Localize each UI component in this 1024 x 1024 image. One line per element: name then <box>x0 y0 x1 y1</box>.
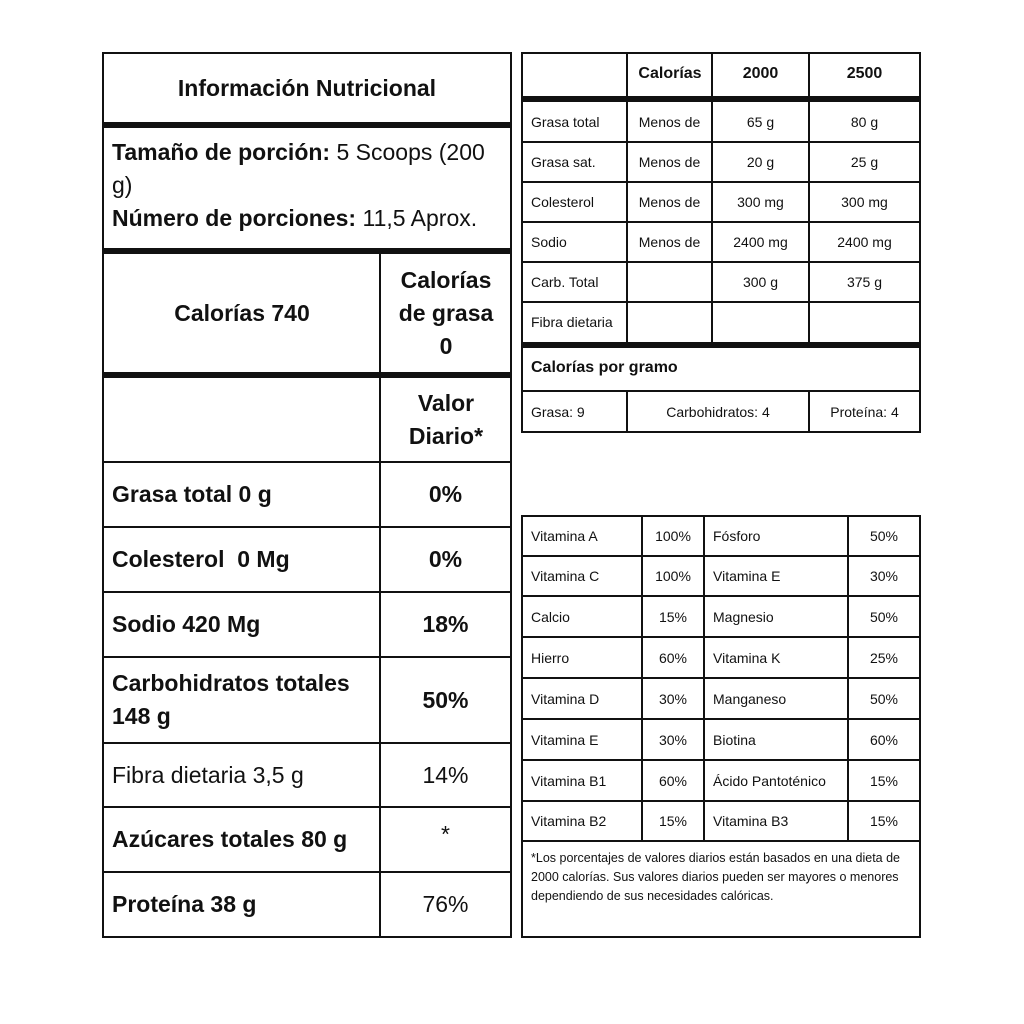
vitamin-name: Vitamina B2 <box>531 813 607 829</box>
ref-row-2000: 2400 mg <box>733 234 788 250</box>
vitamin-value: 60% <box>658 649 688 666</box>
vitamin-name: Vitamina E <box>713 568 781 584</box>
vitamin-name: Vitamina A <box>531 528 598 544</box>
ref-row-2500: 80 g <box>850 113 879 130</box>
vitamin-name: Vitamina K <box>713 649 781 666</box>
nutrient-name: Carbohidratos totales 148 g <box>112 670 350 729</box>
vitamin-value: 25% <box>869 649 899 666</box>
vitamin-value: 15% <box>658 608 688 625</box>
per-gram-fat: Grasa: 9 <box>531 403 585 420</box>
fat-calories: Calorías de grasa 0 <box>398 266 494 359</box>
vitamin-name: Vitamina B1 <box>531 772 607 789</box>
daily-value-header: Valor Diario* <box>408 390 484 449</box>
vitamin-name: Manganeso <box>713 690 787 707</box>
vitamin-name: Biotina <box>713 731 756 748</box>
vitamin-name: Calcio <box>531 608 570 625</box>
ref-row-qualifier: Menos de <box>638 154 701 170</box>
ref-row-2500: 2400 mg <box>837 234 892 250</box>
nutrient-name: Fibra dietaria 3,5 g <box>112 761 304 788</box>
vitamin-name: Vitamina C <box>531 568 600 584</box>
vitamin-name: Vitamina D <box>531 690 600 707</box>
vitamin-value: 50% <box>869 528 899 544</box>
vitamin-value: 50% <box>869 690 899 707</box>
ref-header-calorias: Calorías <box>638 65 702 82</box>
nutrient-daily-value: * <box>441 820 450 847</box>
vitamin-value: 60% <box>869 731 899 748</box>
vitamin-value: 50% <box>869 608 899 625</box>
vitamin-name: Ácido Pantoténico <box>713 772 826 789</box>
vitamin-value: 15% <box>658 813 688 829</box>
ref-row-label: Carb. Total <box>531 274 599 290</box>
ref-row-label: Grasa total <box>531 113 600 130</box>
vitamin-value: 100% <box>655 528 691 544</box>
servings-value: 11,5 Aprox. <box>362 205 478 231</box>
vitamin-name: Vitamina E <box>531 731 599 748</box>
page-title: Información Nutricional <box>177 74 437 101</box>
ref-row-qualifier: Menos de <box>638 194 701 210</box>
vitamin-value: 100% <box>655 568 691 584</box>
ref-row-2500: 300 mg <box>841 194 888 210</box>
nutrient-daily-value: 14% <box>422 761 469 788</box>
nutrient-daily-value: 50% <box>422 686 469 713</box>
vitamin-value: 15% <box>869 772 899 789</box>
ref-row-2000: 300 g <box>742 274 779 290</box>
per-gram-title: Calorías por gramo <box>531 359 678 376</box>
vitamin-name: Vitamina B3 <box>713 813 789 829</box>
nutrient-name: Grasa total 0 g <box>112 481 272 507</box>
per-gram-carbs: Carbohidratos: 4 <box>666 403 770 420</box>
vitamin-value: 30% <box>658 690 688 707</box>
ref-header-2500: 2500 <box>846 65 883 82</box>
footnote: *Los porcentajes de valores diarios están basados en una dieta de 2000 calorías. Sus valores diarios pueden ser mayores o menores dependiendo de sus necesidades calóricas. <box>531 851 901 903</box>
nutrient-name: Sodio 420 Mg <box>112 611 261 637</box>
calories-value: Calorías 740 <box>174 299 310 326</box>
ref-row-label: Sodio <box>531 234 567 250</box>
ref-row-2000 <box>713 303 808 341</box>
ref-row-qualifier <box>628 263 711 301</box>
serving-size-value: 5 Scoops (200 g) <box>112 139 485 198</box>
vitamin-name: Hierro <box>531 649 570 666</box>
nutrient-name: Proteína 38 g <box>112 891 257 917</box>
ref-row-label: Colesterol <box>531 194 595 210</box>
ref-row-qualifier: Menos de <box>638 113 701 130</box>
nutrient-daily-value: 18% <box>422 611 469 637</box>
vitamin-name: Fósforo <box>713 528 761 544</box>
ref-row-2500: 375 g <box>846 274 883 290</box>
ref-row-2500: 25 g <box>850 154 879 170</box>
per-gram-protein: Proteína: 4 <box>830 403 899 420</box>
ref-row-2000: 300 mg <box>737 194 784 210</box>
servings-label: Número de porciones: <box>112 205 357 231</box>
vitamin-name: Magnesio <box>713 608 774 625</box>
nutrient-daily-value: 0% <box>428 546 463 572</box>
ref-row-2000: 65 g <box>746 113 775 130</box>
ref-header-2000: 2000 <box>742 65 779 82</box>
vitamin-value: 30% <box>658 731 688 748</box>
serving-size-label: Tamaño de porción: <box>112 139 331 165</box>
ref-row-label: Grasa sat. <box>531 154 596 170</box>
nutrient-daily-value: 76% <box>422 891 469 917</box>
ref-row-label: Fibra dietaria <box>531 314 613 330</box>
ref-row-qualifier <box>628 303 711 341</box>
ref-row-qualifier: Menos de <box>638 234 701 250</box>
ref-row-2500 <box>810 303 919 341</box>
vitamin-value: 15% <box>869 813 899 829</box>
ref-row-2000: 20 g <box>746 154 775 170</box>
nutrient-name: Colesterol 0 Mg <box>112 546 290 572</box>
nutrient-name: Azúcares totales 80 g <box>112 826 348 852</box>
vitamin-value: 30% <box>869 568 899 584</box>
vitamin-value: 60% <box>658 772 688 789</box>
nutrient-daily-value: 0% <box>428 481 463 507</box>
serving-info <box>112 136 506 235</box>
